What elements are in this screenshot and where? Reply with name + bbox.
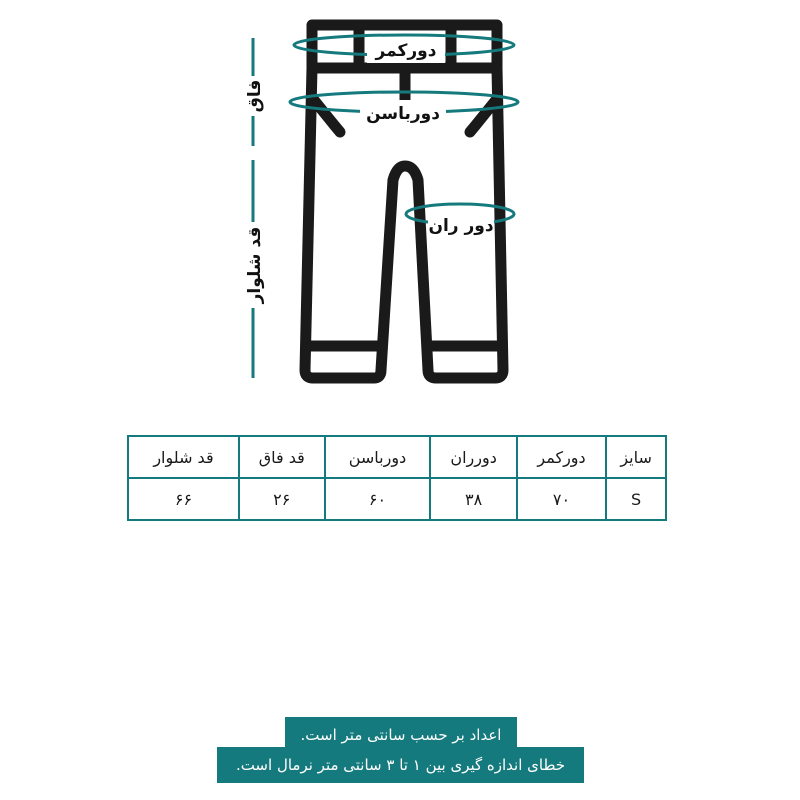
- error-tolerance-note: خطای اندازه گیری بین ۱ تا ۳ سانتی متر نرمال است.: [217, 747, 584, 783]
- cell-size: S: [606, 478, 666, 520]
- header-thigh: دورران: [430, 436, 516, 478]
- table-row: [128, 478, 666, 520]
- cell-length: ۶۶: [128, 478, 239, 520]
- header-waist: دورکمر: [517, 436, 607, 478]
- header-length: قد شلوار: [128, 436, 239, 478]
- pants-outline-icon: [305, 25, 503, 378]
- header-hip: دورباسن: [325, 436, 431, 478]
- header-size: سایز: [606, 436, 666, 478]
- rise-label: فاق: [245, 79, 265, 113]
- cell-waist: ۷۰: [517, 478, 607, 520]
- size-table: [127, 435, 667, 521]
- cell-hip: ۶۰: [325, 478, 431, 520]
- cell-thigh: ۳۸: [430, 478, 516, 520]
- header-rise: قد فاق: [239, 436, 325, 478]
- thigh-label: دور ران: [428, 216, 494, 236]
- length-label: قد شلوار: [245, 226, 265, 304]
- table-header-row: [128, 436, 666, 478]
- hip-label: دورباسن: [366, 104, 440, 124]
- cell-rise: ۲۶: [239, 478, 325, 520]
- units-note: اعداد بر حسب سانتی متر است.: [285, 717, 517, 753]
- waist-label: دورکمر: [375, 41, 437, 61]
